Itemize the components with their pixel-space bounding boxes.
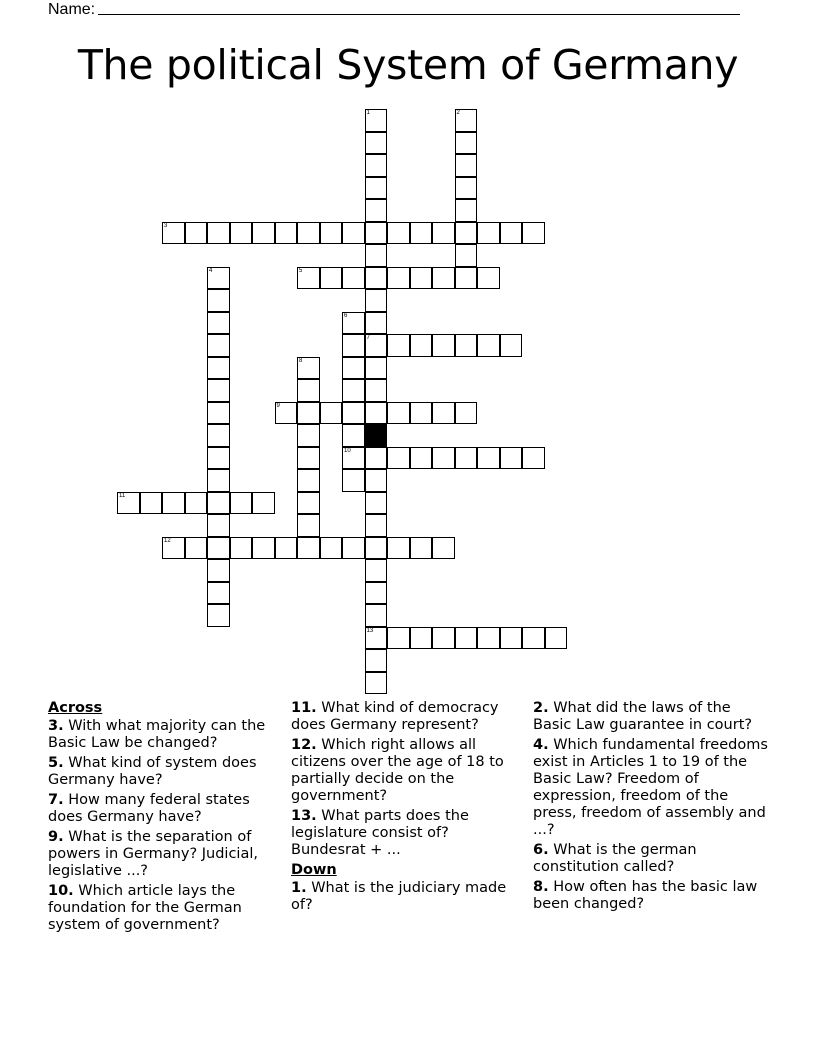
grid-cell[interactable]	[455, 199, 478, 222]
grid-clue-number: 8	[299, 357, 303, 364]
clue-text: How often has the basic law been changed?	[533, 879, 758, 912]
grid-cell[interactable]	[365, 649, 388, 672]
clue-number: 1.	[291, 880, 307, 896]
grid-cell[interactable]	[387, 447, 410, 470]
grid-cell[interactable]	[365, 402, 388, 425]
clue-across-12	[291, 737, 527, 805]
grid-cell[interactable]	[162, 492, 185, 515]
grid-cell[interactable]	[185, 222, 208, 245]
grid-cell[interactable]	[207, 537, 230, 560]
grid-cell[interactable]	[275, 402, 298, 425]
grid-cell[interactable]	[432, 267, 455, 290]
clues-column-2	[291, 700, 527, 917]
grid-cell[interactable]	[477, 334, 500, 357]
grid-cell[interactable]	[252, 537, 275, 560]
clue-number: 4.	[533, 737, 549, 753]
grid-cell[interactable]	[230, 537, 253, 560]
down-heading: Down	[291, 862, 337, 878]
grid-cell[interactable]	[185, 537, 208, 560]
clue-down-4	[533, 737, 769, 839]
grid-cell[interactable]	[230, 492, 253, 515]
clue-across-11	[291, 700, 527, 734]
grid-cell[interactable]	[387, 267, 410, 290]
grid-clue-number: 7	[366, 335, 370, 341]
grid-cell[interactable]	[365, 582, 388, 605]
grid-cell[interactable]	[342, 222, 365, 245]
grid-cell[interactable]	[320, 267, 343, 290]
grid-cell[interactable]	[365, 177, 388, 200]
clue-text: What kind of democracy does Germany represent?	[291, 700, 499, 733]
grid-cell[interactable]	[320, 402, 343, 425]
grid-cell[interactable]	[365, 334, 388, 357]
grid-cell[interactable]	[432, 402, 455, 425]
clue-text: What is the separation of powers in Germany? Judicial, legislative ...?	[48, 829, 258, 879]
clue-text: What did the laws of the Basic Law guarantee in court?	[533, 700, 753, 733]
grid-cell[interactable]	[455, 334, 478, 357]
grid-cell[interactable]	[387, 627, 410, 650]
clue-number: 3.	[48, 718, 64, 734]
grid-cell[interactable]	[207, 514, 230, 537]
grid-cell[interactable]	[455, 244, 478, 267]
grid-cell[interactable]	[455, 267, 478, 290]
grid-clue-number: 10	[344, 447, 351, 454]
clue-text: What kind of system does Germany have?	[48, 755, 257, 788]
grid-cell[interactable]	[297, 379, 320, 402]
grid-cell[interactable]	[500, 222, 523, 245]
grid-cell[interactable]	[365, 514, 388, 537]
grid-cell[interactable]	[207, 492, 230, 515]
grid-clue-number: 1	[366, 110, 370, 116]
grid-cell[interactable]	[365, 447, 388, 470]
clue-text: Which fundamental freedoms exist in Articles 1 to 19 of the Basic Law? Freedom of expression, freedom of the press, freedom of assembly and ...?	[533, 737, 768, 838]
grid-cell[interactable]	[410, 537, 433, 560]
grid-cell[interactable]	[365, 154, 388, 177]
grid-cell[interactable]	[455, 177, 478, 200]
grid-cell[interactable]	[275, 222, 298, 245]
grid-cell[interactable]	[387, 537, 410, 560]
grid-cell[interactable]	[252, 222, 275, 245]
grid-cell[interactable]	[342, 357, 365, 380]
grid-cell[interactable]	[455, 154, 478, 177]
clue-number: 13.	[291, 808, 317, 824]
grid-cell[interactable]	[140, 492, 163, 515]
grid-cell[interactable]	[387, 402, 410, 425]
clue-text: With what majority can the Basic Law be changed?	[48, 718, 266, 751]
grid-cell[interactable]	[365, 469, 388, 492]
grid-cell[interactable]	[455, 627, 478, 650]
grid-cell[interactable]	[297, 469, 320, 492]
clue-number: 10.	[48, 883, 74, 899]
clue-number: 12.	[291, 737, 317, 753]
grid-cell[interactable]	[522, 447, 545, 470]
clue-down-2	[533, 700, 769, 734]
name-label: Name:	[48, 1, 96, 18]
clues-column-1	[48, 700, 284, 937]
grid-cell[interactable]	[207, 582, 230, 605]
clue-number: 7.	[48, 792, 64, 808]
grid-cell[interactable]	[207, 222, 230, 245]
clue-down-1	[291, 880, 527, 914]
clue-across-9	[48, 829, 284, 880]
grid-cell[interactable]	[432, 447, 455, 470]
grid-cell[interactable]	[342, 267, 365, 290]
grid-cell[interactable]	[207, 357, 230, 380]
grid-cell[interactable]	[342, 537, 365, 560]
clue-number: 2.	[533, 700, 549, 716]
grid-cell[interactable]	[410, 402, 433, 425]
clues-column-3	[533, 700, 769, 916]
clue-text: Which article lays the foundation for the German system of government?	[48, 883, 242, 933]
grid-cell[interactable]	[365, 289, 388, 312]
grid-cell[interactable]	[365, 132, 388, 155]
clue-across-10	[48, 883, 284, 934]
grid-cell[interactable]	[207, 469, 230, 492]
grid-cell[interactable]	[455, 447, 478, 470]
grid-cell[interactable]	[365, 379, 388, 402]
clue-text: Which right allows all citizens over the age of 18 to partially decide on the government?	[291, 737, 504, 804]
grid-cell[interactable]	[365, 672, 388, 695]
grid-cell[interactable]	[297, 267, 320, 290]
grid-cell[interactable]	[455, 109, 478, 132]
clue-number: 8.	[533, 879, 549, 895]
grid-cell[interactable]	[522, 222, 545, 245]
grid-cell[interactable]	[477, 447, 500, 470]
clue-text: What is the judiciary made of?	[291, 880, 507, 913]
grid-cell[interactable]	[365, 109, 388, 132]
grid-cell[interactable]	[297, 492, 320, 515]
grid-clue-number: 11	[119, 492, 126, 499]
grid-cell[interactable]	[162, 222, 185, 245]
grid-cell[interactable]	[297, 222, 320, 245]
clue-down-6	[533, 842, 769, 876]
grid-cell[interactable]	[365, 222, 388, 245]
grid-cell[interactable]	[365, 537, 388, 560]
grid-clue-number: 9	[276, 402, 280, 409]
grid-cell[interactable]	[365, 559, 388, 582]
grid-cell[interactable]	[455, 132, 478, 155]
grid-clue-number: 2	[456, 110, 460, 116]
grid-clue-number: 12	[164, 537, 171, 544]
clue-down-8	[533, 879, 769, 913]
grid-cell[interactable]	[207, 424, 230, 447]
grid-cell[interactable]	[500, 627, 523, 650]
grid-cell[interactable]	[432, 627, 455, 650]
grid-cell[interactable]	[207, 334, 230, 357]
grid-cell[interactable]	[185, 492, 208, 515]
grid-cell[interactable]	[297, 537, 320, 560]
grid-clue-number: 6	[344, 312, 348, 319]
grid-cell[interactable]	[207, 559, 230, 582]
grid-cell[interactable]	[500, 334, 523, 357]
clue-number: 5.	[48, 755, 64, 771]
clue-across-13	[291, 808, 527, 859]
grid-cell[interactable]	[207, 604, 230, 627]
grid-cell[interactable]	[477, 627, 500, 650]
clue-across-7	[48, 792, 284, 826]
page-title: The political System of Germany	[77, 41, 739, 89]
across-heading: Across	[48, 700, 103, 716]
grid-cell[interactable]	[365, 312, 388, 335]
grid-cell[interactable]	[275, 537, 298, 560]
grid-cell[interactable]	[162, 537, 185, 560]
grid-cell[interactable]	[365, 492, 388, 515]
grid-clue-number: 13	[366, 627, 374, 634]
grid-cell[interactable]	[342, 447, 365, 470]
grid-cell[interactable]	[207, 289, 230, 312]
grid-cell[interactable]	[545, 627, 568, 650]
grid-cell[interactable]	[297, 447, 320, 470]
clue-number: 6.	[533, 842, 549, 858]
clue-text: What is the german constitution called?	[533, 842, 697, 875]
clue-across-3	[48, 718, 284, 752]
grid-cell[interactable]	[207, 402, 230, 425]
grid-cell[interactable]	[342, 312, 365, 335]
grid-cell[interactable]	[342, 424, 365, 447]
clue-number: 9.	[48, 829, 64, 845]
grid-clue-number: 4	[209, 267, 213, 274]
grid-cell[interactable]	[207, 267, 230, 290]
grid-cell[interactable]	[297, 402, 320, 425]
grid-cell[interactable]	[230, 222, 253, 245]
grid-cell[interactable]	[342, 402, 365, 425]
grid-cell[interactable]	[387, 334, 410, 357]
grid-cell[interactable]	[365, 627, 388, 650]
grid-cell[interactable]	[455, 222, 478, 245]
grid-cell[interactable]	[342, 334, 365, 357]
grid-cell[interactable]	[432, 334, 455, 357]
grid-cell[interactable]	[410, 267, 433, 290]
grid-cell[interactable]	[432, 537, 455, 560]
grid-cell[interactable]	[387, 222, 410, 245]
grid-cell[interactable]	[410, 627, 433, 650]
grid-clue-number: 3	[164, 222, 168, 229]
grid-cell[interactable]	[522, 627, 545, 650]
grid-cell[interactable]	[477, 222, 500, 245]
grid-block-cell	[365, 424, 388, 447]
grid-cell[interactable]	[432, 222, 455, 245]
grid-cell[interactable]	[207, 447, 230, 470]
grid-cell[interactable]	[342, 469, 365, 492]
grid-cell[interactable]	[320, 222, 343, 245]
grid-cell[interactable]	[365, 267, 388, 290]
grid-cell[interactable]	[365, 357, 388, 380]
grid-clue-number: 5	[299, 267, 303, 274]
grid-cell[interactable]	[207, 379, 230, 402]
grid-cell[interactable]	[252, 492, 275, 515]
grid-cell[interactable]	[297, 357, 320, 380]
clue-number: 11.	[291, 700, 317, 716]
grid-cell[interactable]	[117, 492, 140, 515]
grid-cell[interactable]	[207, 312, 230, 335]
grid-cell[interactable]	[365, 604, 388, 627]
grid-cell[interactable]	[455, 402, 478, 425]
grid-cell[interactable]	[320, 537, 343, 560]
grid-cell[interactable]	[500, 447, 523, 470]
grid-cell[interactable]	[365, 199, 388, 222]
grid-cell[interactable]	[365, 244, 388, 267]
grid-cell[interactable]	[297, 424, 320, 447]
grid-cell[interactable]	[297, 514, 320, 537]
grid-cell[interactable]	[477, 267, 500, 290]
grid-cell[interactable]	[342, 379, 365, 402]
grid-cell[interactable]	[410, 222, 433, 245]
clue-text: How many federal states does Germany have?	[48, 792, 250, 825]
grid-cell[interactable]	[410, 334, 433, 357]
grid-cell[interactable]	[410, 447, 433, 470]
clue-text: What parts does the legislature consist of? Bundesrat + ...	[291, 808, 469, 858]
clue-across-5	[48, 755, 284, 789]
